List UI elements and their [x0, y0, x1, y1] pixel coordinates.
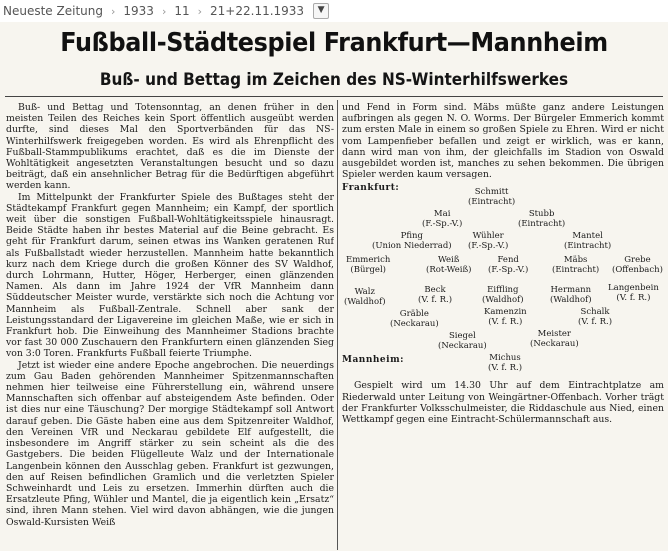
player-entry: Hermann (Waldhof) — [550, 285, 592, 305]
article-column-left — [6, 102, 334, 548]
player-entry: Pfing (Union Niederrad) — [372, 231, 452, 251]
breadcrumb — [0, 0, 668, 23]
player-entry: Weiß (Rot-Weiß) — [426, 255, 472, 275]
article-paragraph: Jetzt ist wieder eine andere Epoche angebrochen. Die neuerdings zum Gau Baden gehörenden Mannheimer Spitzenmannschaften nehmen hier teilweise eine Führerstellung ein, während unsere Mannschaften sich offenbar auf absteigendem Aste befinden. Oder ist dies nur eine Täuschung? Der morgige Städtekampf soll Antwort darauf geben. Die Gäste haben eine aus dem Spitzenreiter Waldhof, den Vereinen VfR und Neckarau gebildete Elf aufgestellt, die insbesondere im Angriff stärker zu sein scheint als die des Gastgebers. Die beiden Flügelleute Walz und der Internationale Langenbein können den Ausschlag geben. Frankfurt ist gezwungen, den auf Reisen befindlichen Gramlich und die verletzten Spieler Schweinhardt und Leis zu ersetzen. Immerhin dürften auch die Ersatzleute Pfing, Wühler und Mantel, die ja eigentlich kein „Ersatz“ sind, ihren Mann stehen. Viel wird davon abhängen, wie die jungen Oswald-Kursisten Weiß — [6, 359, 334, 528]
team-label-mannheim: Mannheim: — [342, 355, 404, 366]
player-entry: Emmerich (Bürgel) — [346, 255, 391, 275]
player-entry: Stubb (Eintracht) — [518, 209, 566, 229]
player-entry: Grebe (Offenbach) — [612, 255, 663, 275]
newspaper-page — [0, 22, 668, 551]
breadcrumb-item-month[interactable]: 11 — [174, 4, 190, 18]
breadcrumb-item-year[interactable]: 1933 — [123, 4, 154, 18]
player-entry: Michus (V. f. R.) — [488, 353, 523, 373]
breadcrumb-separator-icon: › — [110, 4, 116, 18]
player-entry: Schmitt (Eintracht) — [468, 187, 516, 207]
player-entry: Meister (Neckarau) — [530, 329, 579, 349]
player-entry: Wühler (F.-Sp.-V.) — [468, 231, 509, 251]
breadcrumb-item-issue[interactable]: 21+22.11.1933 — [210, 4, 305, 18]
player-entry: Fend (F.-Sp.-V.) — [488, 255, 529, 275]
player-entry: Mai (F.-Sp.-V.) — [422, 209, 463, 229]
breadcrumb-separator-icon: › — [197, 4, 203, 18]
team-lineup — [342, 180, 664, 380]
article-column-right — [342, 102, 664, 548]
player-entry: Gräble (Neckarau) — [390, 309, 439, 329]
article-headline: Fußball-Städtespiel Frankfurt—Mannheim — [60, 28, 608, 58]
column-divider — [337, 100, 338, 550]
article-subheadline: Buß- und Bettag im Zeichen des NS-Winterhilfswerkes — [99, 70, 569, 90]
player-entry: Mantel (Eintracht) — [564, 231, 612, 251]
player-entry: Walz (Waldhof) — [344, 287, 386, 307]
header-rule — [5, 96, 663, 97]
article-paragraph: Buß- und Bettag und Totensonntag, an denen früher in den meisten Teilen des Reiches kein Sport öffentlich ausgeübt werden durfte, sind dieses Mal den Sportverbänden für das NS-Winterhilfswerk freigegeben worden. Es wird als Ehrenpflicht des Fußball-Stammpublikums erachtet, daß es die im Dienste der Wohltätigkeit angesetzten Veranstaltungen besucht und so dazu beiträgt, daß ein ansehnlicher Betrag für die Bedürftigen abgeführt werden kann. — [6, 102, 334, 192]
player-entry: Schalk (V. f. R.) — [578, 307, 613, 327]
article-paragraph: Gespielt wird um 14.30 Uhr auf dem Eintrachtplatze am Riederwald unter Leitung von Weingärtner-Offenbach. Vorher trägt der Frankfurter Volksschulmeister, die Riddaschule aus Nied, einen Wettkampf gegen eine Eintracht-Schülermannschaft aus. — [342, 380, 664, 426]
player-entry: Siegel (Neckarau) — [438, 331, 487, 351]
team-label-frankfurt: Frankfurt: — [342, 183, 400, 194]
player-entry: Eiffling (Waldhof) — [482, 285, 524, 305]
breadcrumb-separator-icon: › — [161, 4, 167, 18]
article-paragraph: Im Mittelpunkt der Frankfurter Spiele des Bußtages steht der Städtekampf Frankfurt gegen Mannheim; ein Kampf, der sportlich weit über die sonstigen Fußball-Wohltätigkeitsspiele hinausragt. Beide Städte haben ihr bestes Material auf die Beine gebracht. Es geht für Frankfurt darum, seinen etwas ins Wanken geratenen Ruf als Fußballstadt wieder herzustellen. Mannheim hatte bekanntlich kurz nach dem Kriege durch die großen Könner des SV Waldhof, durch Lohrmann, Hutter, Höger, Herberger, einen glänzenden Namen. Als dann im Jahre 1924 der VfR Mannheim dann Süddeutscher Meister wurde, verstärkte sich noch die Achtung vor Mannheim als Fußball-Zentrale. Schnell aber sank der Leistungsstandard der Ligavereine im gleichen Maße, wie er sich in Frankfurt hob. Die Einweihung des Mannheimer Stadions brachte vor fast 30 000 Zuschauern den Frankfurtern einen glänzenden Sieg von 3:0 Toren. Frankfurts Fußball feierte Triumphe. — [6, 191, 334, 360]
player-entry: Beck (V. f. R.) — [418, 285, 453, 305]
player-entry: Mäbs (Eintracht) — [552, 255, 600, 275]
player-entry: Kamenzin (V. f. R.) — [484, 307, 527, 327]
player-entry: Langenbein (V. f. R.) — [608, 283, 659, 303]
article-paragraph: und Fend in Form sind. Mäbs müßte ganz andere Leistungen aufbringen als gegen N. O. Worms. Der Bürgeler Emmerich kommt zum ersten Male in einem so großen Spiele zu Ehren. Wird er nicht vom Lampenfieber befallen und zeigt er wirklich, was er kann, dann wird man von ihm, der gleichfalls im Stadion von Oswald ausgebildet worden ist, manches zu sehen bekommen. Die übrigen Spieler werden kaum versagen. — [342, 102, 664, 181]
breadcrumb-item-publication[interactable]: Neueste Zeitung — [3, 4, 103, 18]
chevron-down-icon[interactable]: ▼ — [313, 3, 329, 19]
